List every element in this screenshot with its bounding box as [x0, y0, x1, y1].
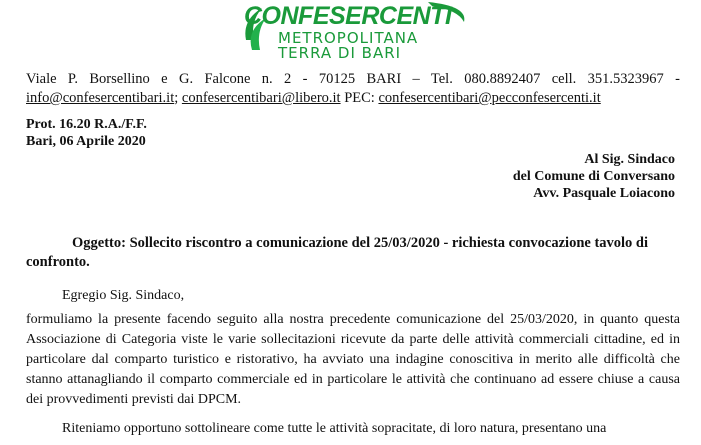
- address-line: Viale P. Borsellino e G. Falcone n. 2 - 70125 BARI – Tel. 080.8892407 cell. 351.5323967 -: [26, 71, 680, 87]
- recipient-line-2: del Comune di Conversano: [512, 169, 675, 184]
- protocol-number: Prot. 16.20 R.A./F.F.: [26, 117, 147, 132]
- body-paragraph-1: formuliamo la presente facendo seguito alla nostra precedente comunicazione del 25/03/2020, in quanto questa Associazione di Categoria viste le varie sollecitazioni ricevute da parte delle attività commerciali cittadine, ed in particolare dal comparto turistico e ristorativo, ha avviato una indagine conoscitiva in merito alle difficoltà che stanno attanagliando il comparto commerciale ed in particolare le attività che continuano ad essere chiuse a causa dei provvedimenti previsti dai DPCM.: [26, 312, 680, 407]
- contact-emails: [26, 89, 601, 108]
- logo-subtitle-1: METROPOLITANA: [278, 29, 419, 47]
- greeting: Egregio Sig. Sindaco,: [62, 288, 185, 303]
- subject-text: Sollecito riscontro a comunicazione del 25/03/2020 - richiesta convocazione tavolo di confronto.: [26, 235, 649, 270]
- logo-subtitle-2: TERRA DI BARI: [278, 44, 402, 62]
- email-libero-link[interactable]: confesercentibari@libero.it: [181, 90, 341, 106]
- subject-label: Oggetto:: [72, 235, 126, 251]
- subject: [26, 234, 680, 272]
- email-info-link[interactable]: info@confesercentibari.it: [26, 90, 175, 106]
- recipient-line-3: Avv. Pasquale Loiacono: [533, 186, 675, 201]
- place-date: Bari, 06 Aprile 2020: [26, 134, 146, 149]
- email-pec-link[interactable]: confesercentibari@pecconfesercenti.it: [378, 90, 601, 106]
- body-paragraph-2: Riteniamo opportuno sottolineare come tutte le attività sopracitate, di loro natura, presentano una: [62, 421, 607, 436]
- pec-label: PEC:: [344, 90, 375, 106]
- recipient-line-1: Al Sig. Sindaco: [584, 152, 675, 167]
- recipient-block: [513, 151, 675, 202]
- email-separator: ;: [174, 90, 179, 106]
- logo-wordmark: CONFESERCENTI: [244, 2, 452, 30]
